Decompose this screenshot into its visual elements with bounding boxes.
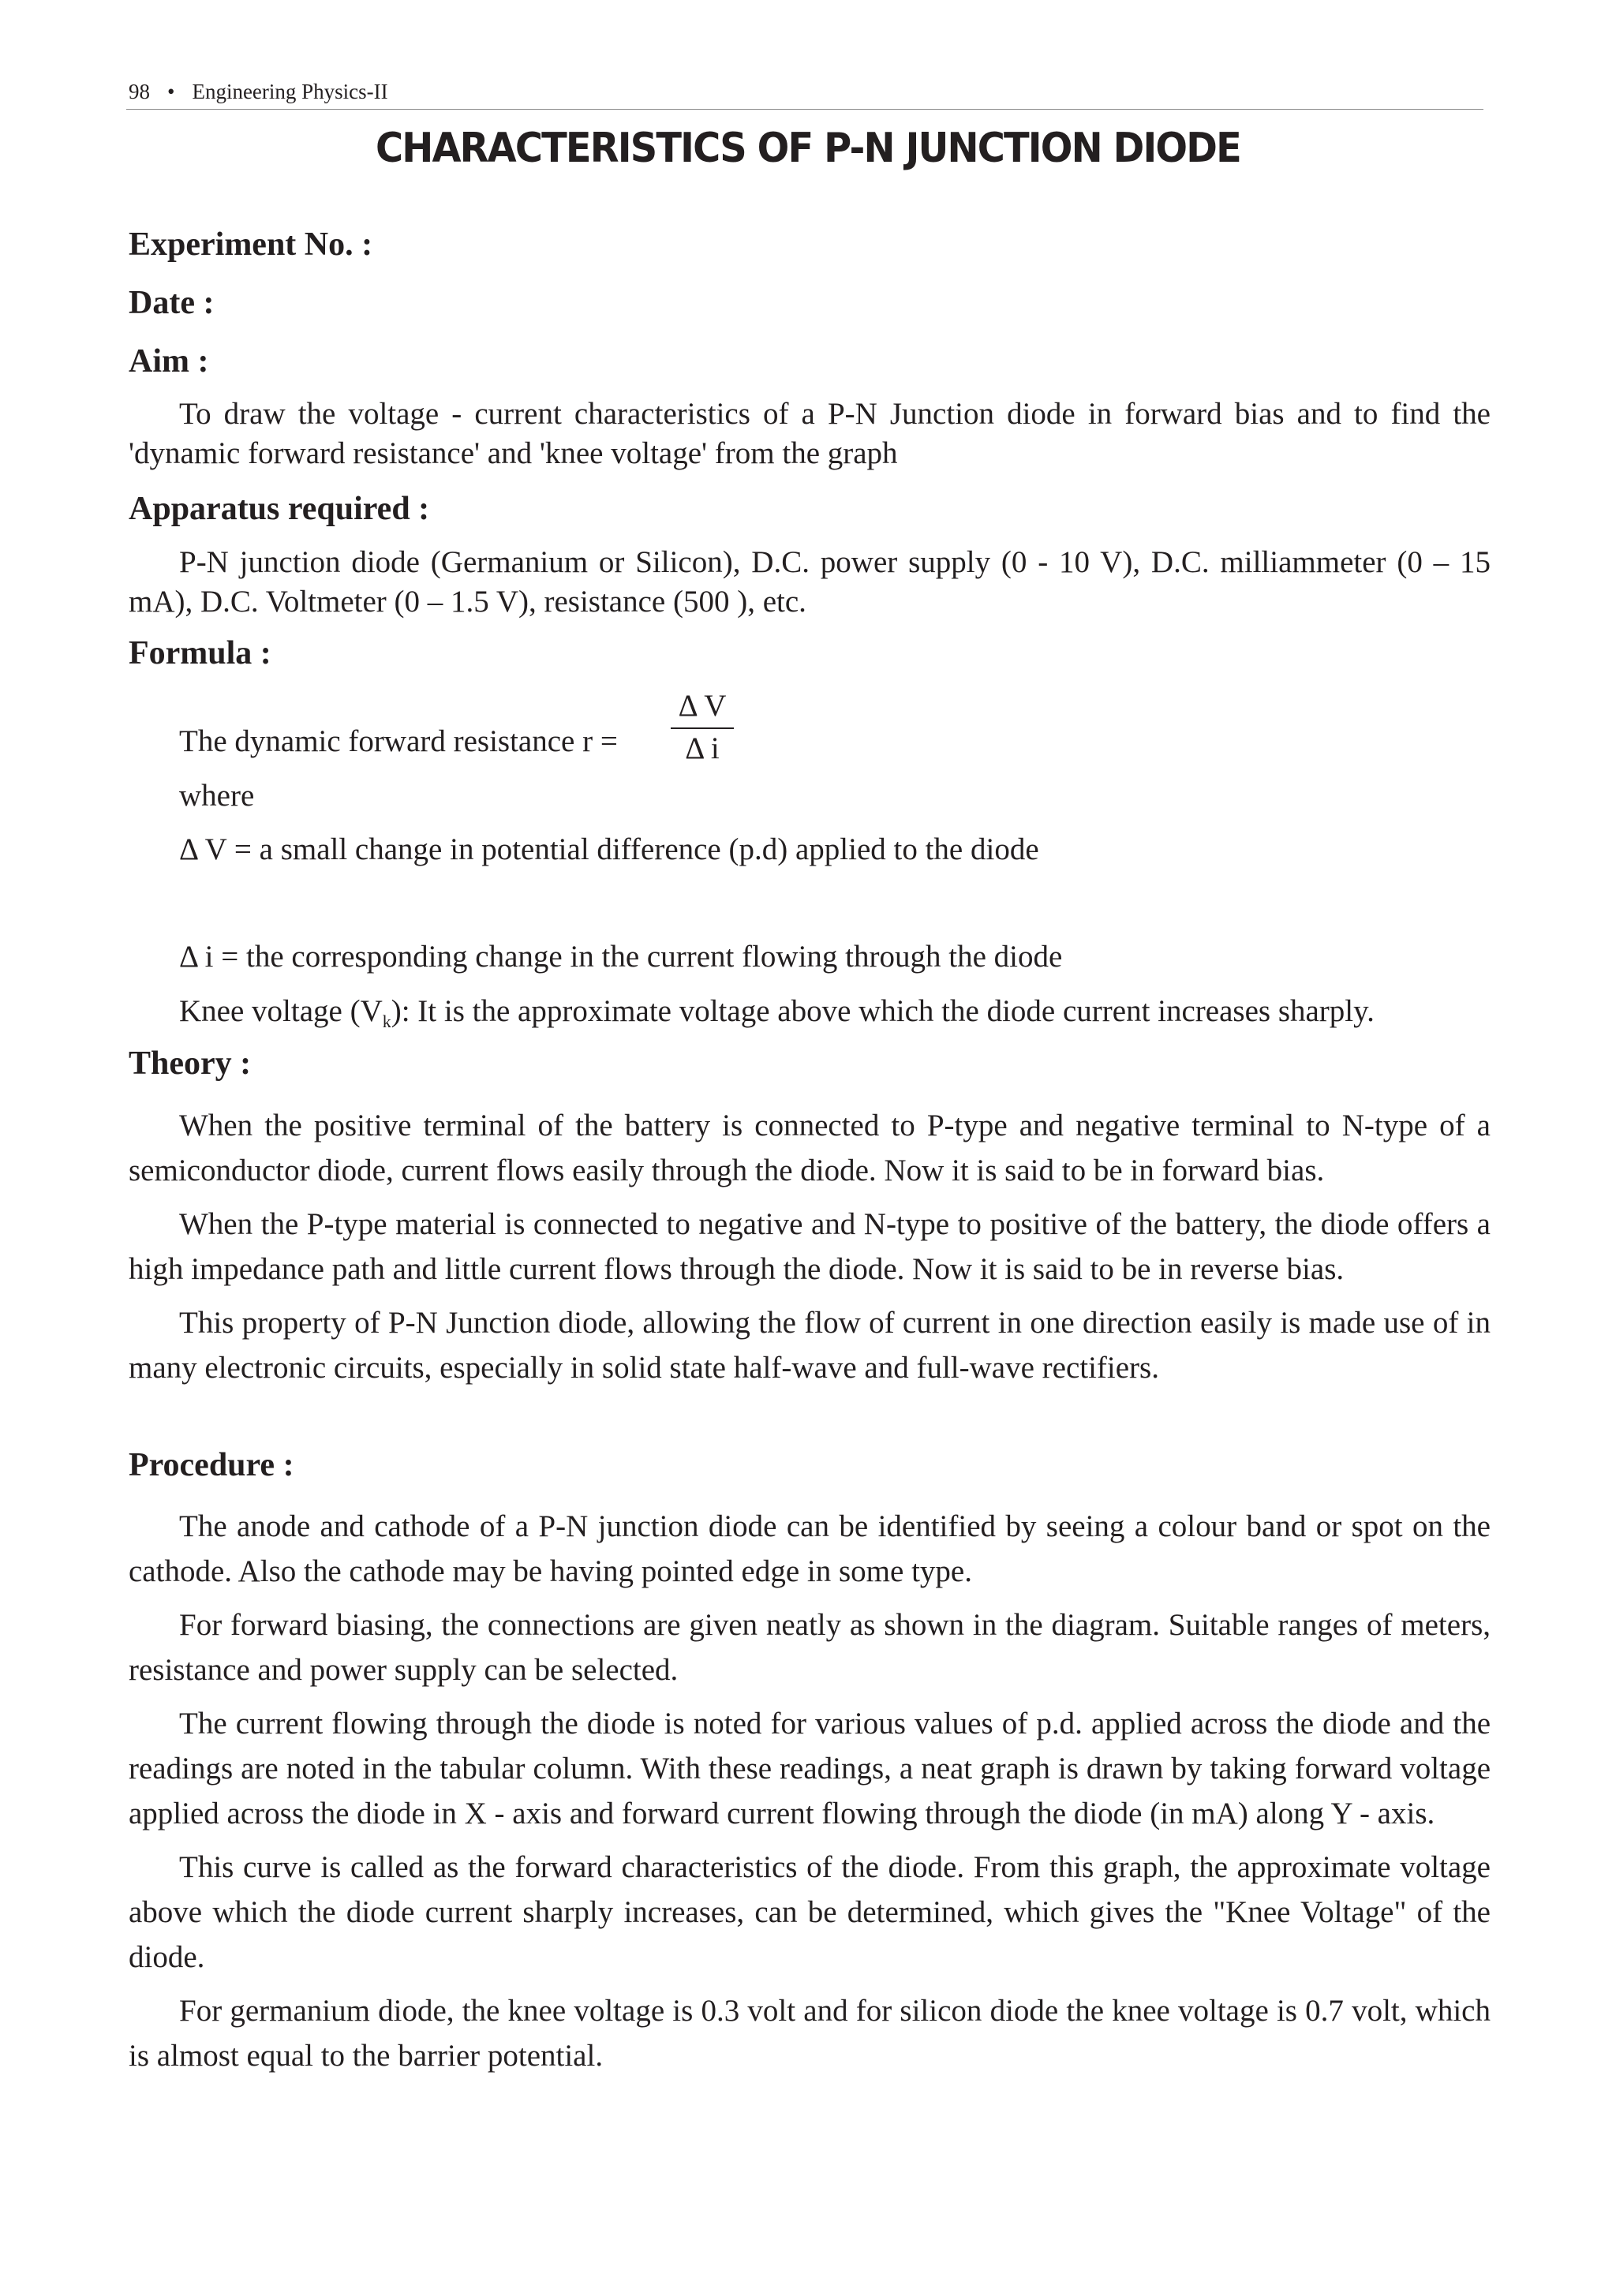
procedure-paragraph: For germanium diode, the knee voltage is 0.3 volt and for silicon diode the knee voltage is 0.7 volt, which is almost equal to the barrier potential.: [129, 1994, 1491, 2073]
delta-i-definition: Δ i = the corresponding change in the current flowing through the diode: [179, 940, 1063, 974]
theory-paragraph: When the positive terminal of the battery is connected to P-type and negative terminal to N-type of a semiconductor diode, current flows easily through the diode. Now it is said to be in forward bias.: [129, 1109, 1491, 1187]
formula-numerator: Δ V: [678, 689, 727, 723]
delta-v-definition: Δ V = a small change in potential difference (p.d) applied to the diode: [179, 832, 1039, 866]
knee-prefix: Knee voltage (V: [179, 994, 383, 1028]
aim-section: [129, 395, 1491, 473]
date-label: Date :: [129, 285, 215, 321]
theory-paragraph: When the P-type material is connected to negative and N-type to positive of the battery, the diode offers a high impedance path and little current flows through the diode. Now it is said to be in reverse bias.: [129, 1207, 1491, 1286]
procedure-paragraph: For forward biasing, the connections are given neatly as shown in the diagram. Suitable ranges of meters, resistance and power supply can be selected.: [129, 1608, 1491, 1687]
apparatus-section: [129, 543, 1491, 622]
knee-voltage-definition: [179, 992, 1375, 1041]
theory-paragraph: This property of P-N Junction diode, allowing the flow of current in one direction easily is made use of in many electronic circuits, especially in solid state half-wave and full-wave rectifiers.: [129, 1306, 1491, 1385]
aim-text: To draw the voltage - current characteristics of a P-N Junction diode in forward bias and to find the 'dynamic forward resistance' and 'knee voltage' from the graph: [129, 397, 1491, 470]
formula-heading: Formula :: [129, 635, 271, 671]
procedure-heading: Procedure :: [129, 1447, 294, 1483]
book-title: Engineering Physics-II: [192, 80, 388, 103]
aim-heading: Aim :: [129, 343, 209, 380]
page-title: CHARACTERISTICS OF P-N JUNCTION DIODE: [376, 125, 1240, 172]
procedure-paragraph: The anode and cathode of a P-N junction diode can be identified by seeing a colour band or spot on the cathode. Also the cathode may be having pointed edge in some type.: [129, 1509, 1491, 1588]
theory-section: [129, 1103, 1491, 1390]
knee-subscript: k: [382, 1012, 391, 1031]
procedure-paragraph: The current flowing through the diode is noted for various values of p.d. applied across the diode and the readings are noted in the tabular column. With these readings, a neat graph is drawn by taking forward voltage applied across the diode in X - axis and forward current flowing through the diode (in mA) along Y - axis.: [129, 1707, 1491, 1830]
procedure-section: [129, 1504, 1491, 2078]
procedure-paragraph: This curve is called as the forward characteristics of the diode. From this graph, the approximate voltage above which the diode current sharply increases, can be determined, which gives the "Knee Voltage" of the diode.: [129, 1850, 1491, 1974]
formula-denominator: Δ i: [685, 731, 720, 765]
formula-fraction: [671, 686, 734, 768]
page-number: 98: [129, 80, 150, 103]
running-header: [129, 79, 388, 104]
formula-lhs: The dynamic forward resistance r =: [179, 724, 618, 758]
experiment-no-label: Experiment No. :: [129, 226, 373, 263]
theory-heading: Theory :: [129, 1045, 252, 1082]
header-separator: •: [167, 80, 175, 103]
where-label: where: [179, 779, 255, 813]
header-rule: [126, 109, 1483, 110]
knee-suffix: ): It is the approximate voltage above which the diode current increases sharply.: [391, 994, 1375, 1028]
apparatus-text: P-N junction diode (Germanium or Silicon), D.C. power supply (0 - 10 V), D.C. milliammeter (0 – 15 mA), D.C. Voltmeter (0 – 1.5 V), resistance (500 ), etc.: [129, 545, 1491, 619]
apparatus-heading: Apparatus required :: [129, 491, 430, 527]
